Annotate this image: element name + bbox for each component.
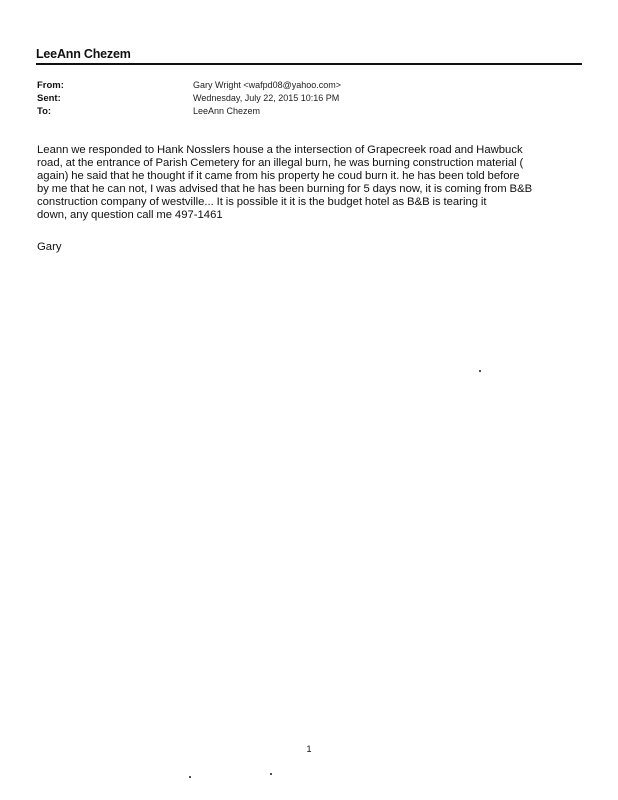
to-label: To: [37, 106, 52, 117]
header-row-from [37, 79, 537, 92]
email-header [37, 79, 537, 118]
email-owner-name: LeeAnn Chezem [36, 47, 131, 61]
email-body: Leann we responded to Hank Nosslers house a the intersection of Grapecreek road and Hawbuck road, at the entrance of Parish Cemetery for an illegal burn, he was burning construction material ( again) he said that he thought if it came from his property he coud burn it. he has been told before by me that he can not, I was advised that he has been burning for 5 days now, it is coming from B&B construction company of westville... It is possible it it is the budget hotel as B&B is tearing it down, any question call me 497-1461 [37, 144, 533, 221]
sent-label: Sent: [37, 93, 61, 104]
from-label: From: [37, 80, 64, 91]
scan-speck [189, 776, 191, 778]
page-number: 1 [306, 744, 312, 754]
scan-speck [270, 773, 272, 775]
from-value: Gary Wright <wafpd08@yahoo.com> [193, 80, 342, 90]
sent-value: Wednesday, July 22, 2015 10:16 PM [193, 93, 340, 103]
scan-speck [479, 370, 481, 372]
header-row-to [37, 105, 537, 118]
header-divider [36, 63, 582, 65]
email-signature: Gary [37, 241, 62, 253]
to-value: LeeAnn Chezem [193, 106, 261, 116]
header-row-sent [37, 92, 537, 105]
